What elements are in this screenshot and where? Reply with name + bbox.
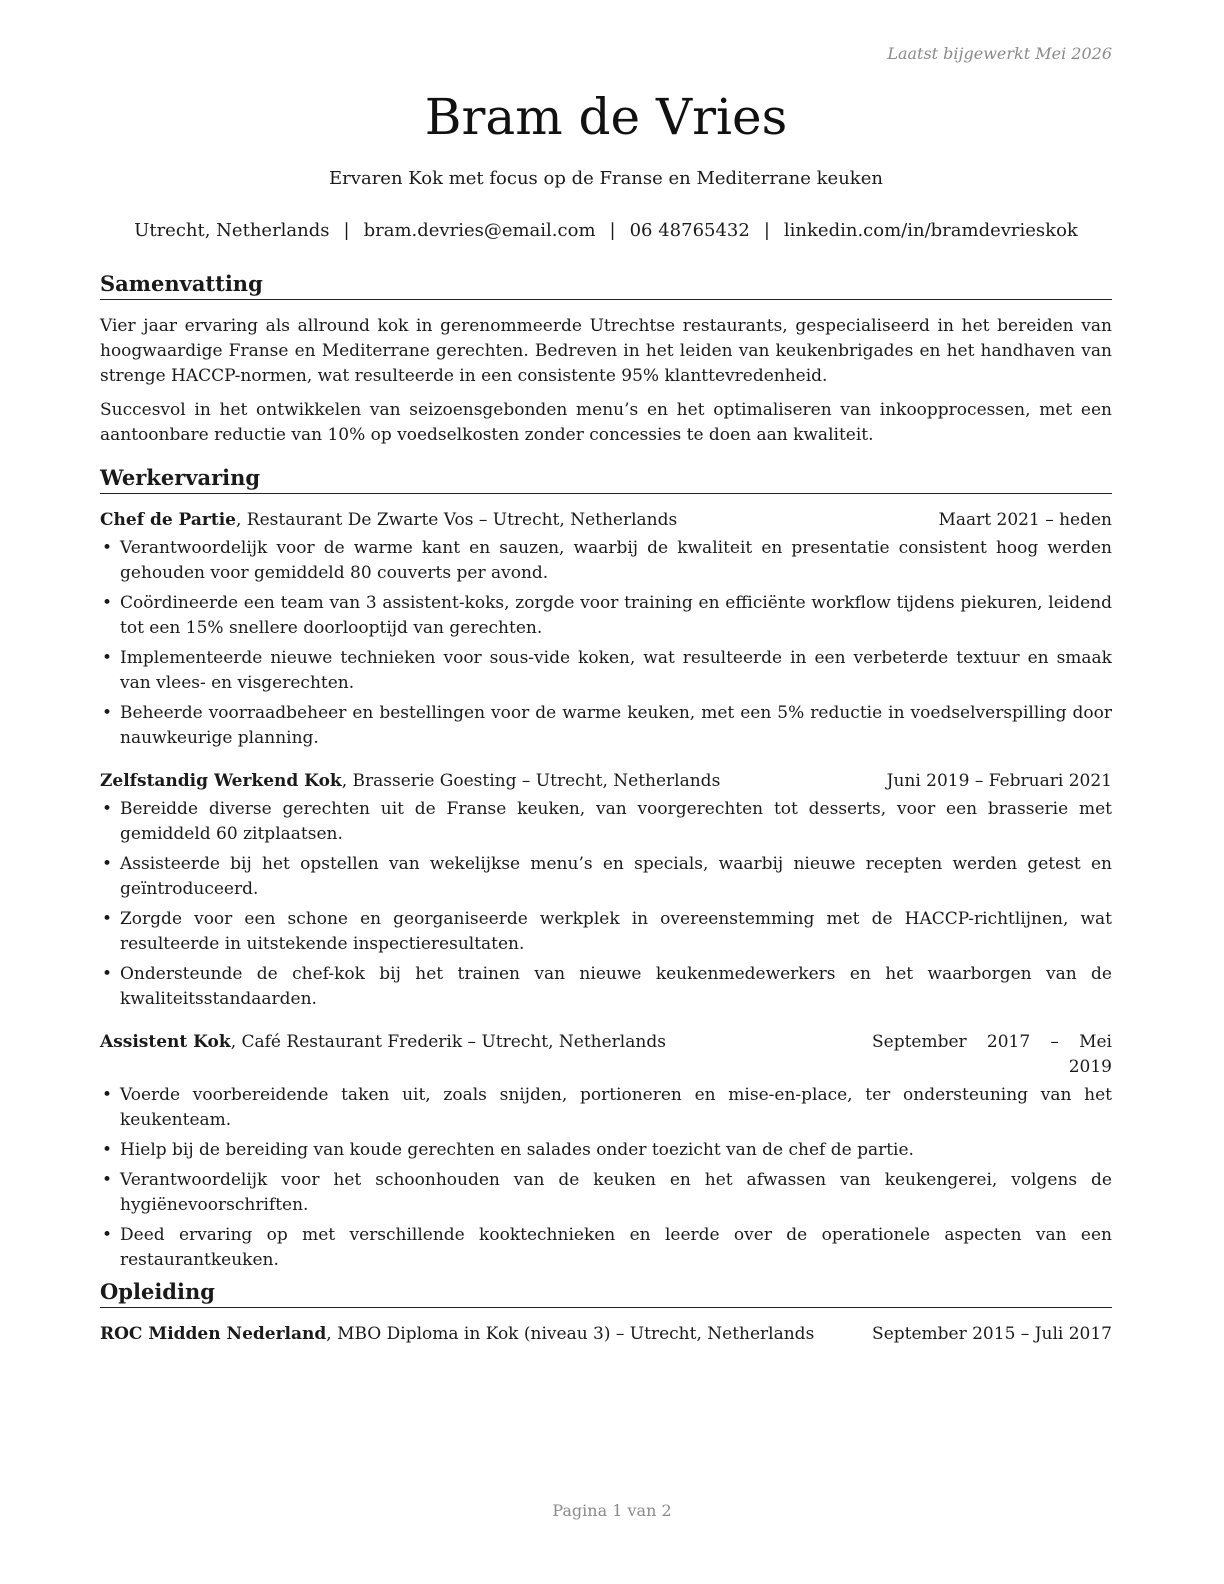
job-bullets (100, 1083, 1112, 1273)
list-item: • Bereidde diverse gerechten uit de Franse keuken, van voorgerechten tot desserts, voor een brasserie met gemiddeld 60 zitplaatsen. (100, 797, 1112, 847)
job-employer: , Brasserie Goesting – Utrecht, Netherlands (341, 771, 721, 791)
job-title-line (100, 769, 887, 794)
list-item: • Ondersteunde de chef-kok bij het trainen van nieuwe keukenmedewerkers en het waarborgen van de kwaliteitsstandaarden. (100, 962, 1112, 1012)
list-item: • Verantwoordelijk voor het schoonhouden van de keuken en het afwassen van keukengerei, volgens de hygiënevoorschriften. (100, 1168, 1112, 1218)
education-detail: , MBO Diploma in Kok (niveau 3) – Utrecht, Netherlands (326, 1324, 815, 1344)
summary-section (100, 270, 1112, 448)
list-item: • Voerde voorbereidende taken uit, zoals snijden, portioneren en mise-en-place, ter ondersteuning van het keukenteam. (100, 1083, 1112, 1133)
job-header (100, 1030, 1112, 1080)
last-updated: Laatst bijgewerkt Mei 2026 (887, 44, 1112, 63)
job-role: Zelfstandig Werkend Kok (100, 771, 342, 791)
section-title-education: Opleiding (100, 1278, 1112, 1308)
contact-email[interactable]: bram.devries@email.com (363, 220, 596, 241)
list-item: • Deed ervaring op met verschillende kooktechnieken en leerde over de operationele aspecten van een restaurantkeuken. (100, 1223, 1112, 1273)
list-item: • Implementeerde nieuwe technieken voor sous-vide koken, wat resulteerde in een verbeterde textuur en smaak van vlees- en visgerechten. (100, 646, 1112, 696)
education-entry (100, 1322, 1112, 1347)
job-header (100, 508, 1112, 533)
job-entry (100, 769, 1112, 1012)
list-item: • Beheerde voorraadbeheer en bestellingen voor de warme keuken, met een 5% reductie in voedselverspilling door nauwkeurige planning. (100, 701, 1112, 751)
contact-location: Utrecht, Netherlands (134, 220, 330, 241)
contact-phone: 06 48765432 (629, 220, 750, 241)
job-entry (100, 1030, 1112, 1273)
job-employer: , Café Restaurant Frederik – Utrecht, Netherlands (230, 1032, 666, 1052)
job-entry (100, 508, 1112, 751)
resume-page (100, 0, 1112, 1584)
job-header (100, 769, 1112, 794)
list-item: • Verantwoordelijk voor de warme kant en sauzen, waarbij de kwaliteit en presentatie consistent hoog werden gehouden voor gemiddeld 80 couverts per avond. (100, 536, 1112, 586)
job-dates: Juni 2019 – Februari 2021 (886, 771, 1112, 791)
education-dates: September 2015 – Juli 2017 (872, 1324, 1112, 1344)
contact-separator: | (343, 220, 350, 241)
page-number: Pagina 1 van 2 (552, 1501, 672, 1520)
job-title-line (100, 1030, 872, 1055)
job-dates: September 2017 – Mei 2019 (872, 1032, 1112, 1077)
job-role: Chef de Partie (100, 510, 236, 530)
education-school: ROC Midden Nederland (100, 1324, 327, 1344)
job-bullets (100, 536, 1112, 751)
job-employer: , Restaurant De Zwarte Vos – Utrecht, Netherlands (235, 510, 678, 530)
summary-paragraph: Vier jaar ervaring als allround kok in gerenommeerde Utrechtse restaurants, gespecialiseerd in het bereiden van hoogwaardige Franse en Mediterrane gerechten. Bedreven in het leiden van keukenbrigades en het handhaven van strenge HACCP-normen, wat resulteerde in een consistente 95% klanttevredenheid. (100, 316, 1112, 386)
job-bullets (100, 797, 1112, 1012)
list-item: • Zorgde voor een schone en georganiseerde werkplek in overeenstemming met de HACCP-richtlijnen, wat resulteerde in uitstekende inspectieresultaten. (100, 907, 1112, 957)
section-title-experience: Werkervaring (100, 464, 1112, 494)
education-section (100, 1278, 1112, 1347)
education-title-line (100, 1322, 872, 1347)
list-item: • Assisteerde bij het opstellen van wekelijkse menu’s en specials, waarbij nieuwe recepten werden getest en geïntroduceerd. (100, 852, 1112, 902)
list-item: • Coördineerde een team van 3 assistent-koks, zorgde voor training en efficiënte workflow tijdens piekuren, leidend tot een 15% snellere doorlooptijd van gerechten. (100, 591, 1112, 641)
job-role: Assistent Kok (100, 1032, 231, 1052)
contact-separator: | (609, 220, 616, 241)
experience-section (100, 464, 1112, 1273)
contact-line (100, 219, 1112, 243)
tagline: Ervaren Kok met focus op de Franse en Mediterrane keuken (329, 168, 883, 189)
job-title-line (100, 508, 938, 533)
section-title-summary: Samenvatting (100, 270, 1112, 300)
summary-paragraph: Succesvol in het ontwikkelen van seizoensgebonden menu’s en het optimaliseren van inkoopprocessen, met een aantoonbare reductie van 10% op voedselkosten zonder concessies te doen aan kwaliteit. (100, 400, 1112, 445)
list-item: • Hielp bij de bereiding van koude gerechten en salades onder toezicht van de chef de partie. (100, 1138, 1112, 1163)
job-dates: Maart 2021 – heden (938, 510, 1112, 530)
contact-linkedin[interactable]: linkedin.com/in/bramdevrieskok (783, 220, 1078, 241)
resume-content (100, 270, 1112, 1350)
page-title: Bram de Vries (424, 88, 788, 146)
contact-separator: | (763, 220, 770, 241)
